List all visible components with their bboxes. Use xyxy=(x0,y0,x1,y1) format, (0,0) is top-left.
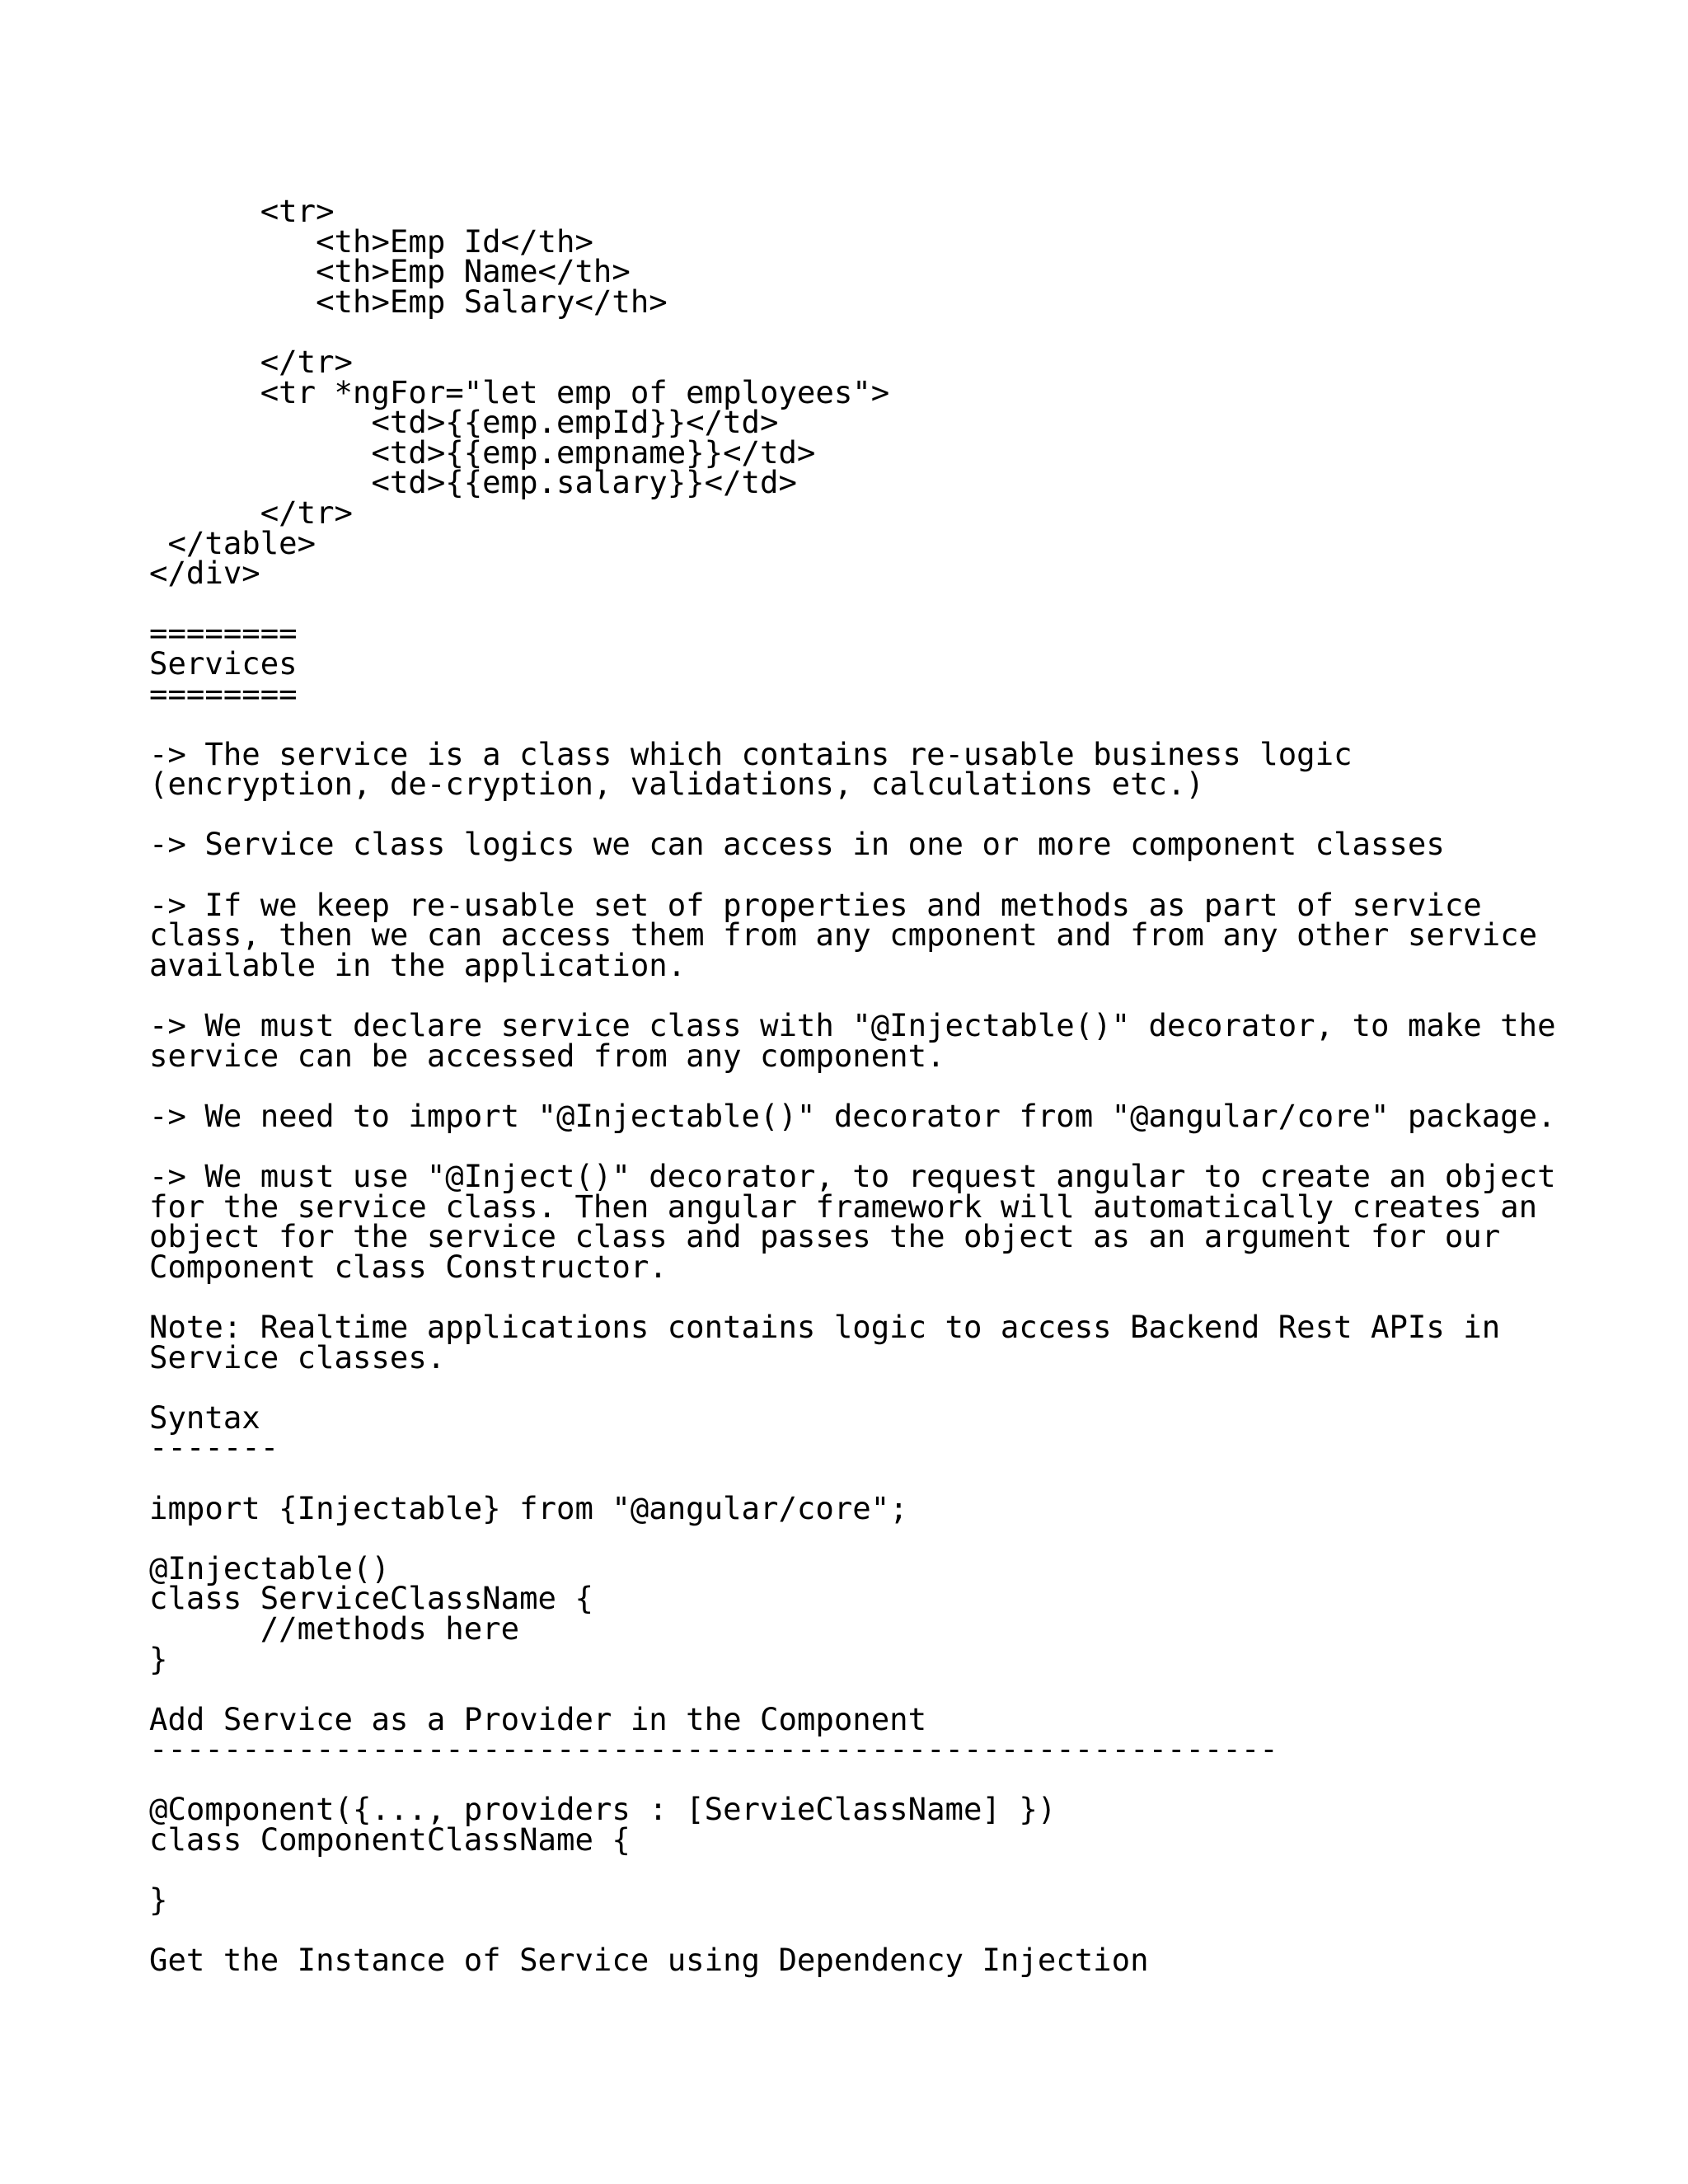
text-line: Get the Instance of Service using Dependency Injection xyxy=(149,1942,1149,1979)
text-line: } xyxy=(149,1882,168,1919)
text-line: -> Service class logics we can access in one or more component classes xyxy=(149,826,1445,863)
document-text xyxy=(149,193,1556,1979)
text-line: @Injectable() xyxy=(149,1549,390,1586)
blank-line xyxy=(149,1071,1556,1101)
text-line: ======== xyxy=(149,615,298,652)
text-line: class ComponentClassName { xyxy=(149,1821,631,1858)
text-line: </div> xyxy=(149,555,260,592)
blank-line xyxy=(149,1282,1556,1312)
text-line: ------- xyxy=(149,1429,279,1466)
text-line: <td>{{emp.empId}}</td> xyxy=(149,404,779,441)
text-line: </table> xyxy=(149,524,316,561)
text-line: -> We need to import "@Injectable()" decorator from "@angular/core" package. xyxy=(149,1097,1556,1134)
blank-line xyxy=(149,980,1556,1010)
text-line: Note: Realtime applications contains logic to access Backend Rest APIs in xyxy=(149,1308,1501,1345)
text-line: for the service class. Then angular framework will automatically creates an xyxy=(149,1188,1538,1225)
text-line: <tr *ngFor="let emp of employees"> xyxy=(149,373,890,410)
text-line: ------------------------------------------------------------- xyxy=(149,1731,1278,1768)
text-line: import {Injectable} from "@angular/core"; xyxy=(149,1489,908,1526)
text-line: service can be accessed from any component. xyxy=(149,1037,945,1074)
text-line: Services xyxy=(149,644,298,682)
text-line: object for the service class and passes the object as an argument for our xyxy=(149,1218,1501,1255)
text-line: Add Service as a Provider in the Component xyxy=(149,1700,927,1737)
blank-line xyxy=(149,1855,1556,1886)
blank-line xyxy=(149,860,1556,890)
text-line: //methods here xyxy=(149,1610,520,1647)
blank-line xyxy=(149,799,1556,830)
text-line: class ServiceClassName { xyxy=(149,1580,593,1617)
text-line: class, then we can access them from any cmponent and from any other service xyxy=(149,916,1538,954)
text-line: </tr> xyxy=(149,494,354,531)
text-line: <td>{{emp.salary}}</td> xyxy=(149,464,797,501)
blank-line xyxy=(149,1131,1556,1161)
text-line: -> We must use "@Inject()" decorator, to request angular to create an object xyxy=(149,1158,1556,1194)
blank-line xyxy=(149,1372,1556,1403)
text-line: Component class Constructor. xyxy=(149,1248,668,1285)
text-line: </tr> xyxy=(149,343,354,380)
text-line: Service classes. xyxy=(149,1338,446,1376)
blank-line xyxy=(149,1765,1556,1795)
text-line: -> If we keep re-usable set of properties and methods as part of service xyxy=(149,886,1482,923)
text-line: <th>Emp Id</th> xyxy=(149,223,593,260)
blank-line xyxy=(149,1674,1556,1704)
text-line: available in the application. xyxy=(149,946,687,983)
text-line: -> The service is a class which contains re-usable business logic xyxy=(149,735,1353,772)
text-line: <td>{{emp.empname}}</td> xyxy=(149,434,816,471)
text-line: ======== xyxy=(149,675,298,712)
blank-line xyxy=(149,1915,1556,1946)
blank-line xyxy=(149,588,1556,619)
text-line: } xyxy=(149,1640,168,1677)
text-line: @Component({..., providers : [ServieClassName] }) xyxy=(149,1791,1057,1828)
text-line: -> We must declare service class with "@Injectable()" decorator, to make the xyxy=(149,1007,1556,1044)
text-line: Syntax xyxy=(149,1399,260,1436)
text-line: <tr> xyxy=(149,193,335,229)
text-line: (encryption, de-cryption, validations, calculations etc.) xyxy=(149,766,1204,803)
text-line: <th>Emp Salary</th> xyxy=(149,283,668,320)
blank-line xyxy=(149,316,1556,347)
text-line: <th>Emp Name</th> xyxy=(149,253,631,290)
blank-line xyxy=(149,709,1556,739)
blank-line xyxy=(149,1463,1556,1493)
blank-line xyxy=(149,1523,1556,1554)
